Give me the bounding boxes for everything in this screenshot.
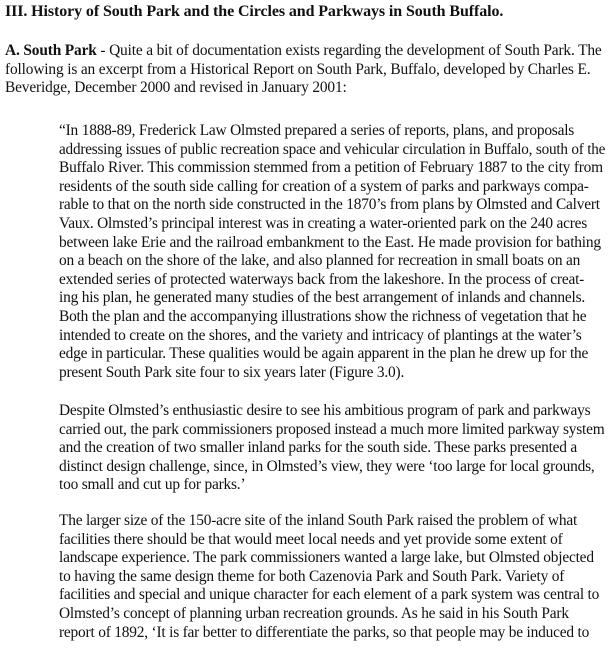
intro-line: following is an excerpt from a Historical Report on South Park, Buffalo, developed by Charles E. bbox=[5, 60, 591, 78]
subheading-south-park: A. South Park bbox=[5, 42, 97, 59]
text-line: to having the same design theme for both Cazenovia Park and South Park. Variety of bbox=[59, 567, 565, 585]
text-line: Despite Olmsted’s enthusiastic desire to see his ambitious program of park and parkways bbox=[59, 402, 591, 419]
intro-line: Beveridge, December 2000 and revised in January 2001: bbox=[5, 79, 347, 97]
text-line: rable to that on the north side constructed in the 1870’s from plans by Olmsted and Calvert bbox=[59, 196, 600, 214]
text-line: distinct design challenge, since, in Olmsted’s view, they were ‘too large for local grounds, bbox=[59, 457, 595, 475]
text-line: edge in particular. These qualities would be again apparent in the plan he drew up for the bbox=[59, 345, 589, 363]
text-line: present South Park site four to six years later (Figure 3.0). bbox=[59, 363, 405, 381]
text-line: and the creation of two smaller inland parks for the south side. These parks presented a bbox=[59, 439, 578, 457]
text-line: landscape experience. The park commissioners wanted a large lake, but Olmsted objected bbox=[59, 549, 594, 567]
quote-paragraph-3 bbox=[59, 512, 605, 642]
text-line: extended series of protected waterways back from the lakeshore. In the process of creat- bbox=[59, 270, 585, 288]
text-line: Buffalo River. This commission stemmed from a petition of February 1887 to the city from bbox=[59, 159, 603, 177]
text-line: too small and cut up for parks.’ bbox=[59, 476, 246, 494]
text-line: carried out, the park commissioners proposed instead a much more limited parkway system bbox=[59, 420, 605, 438]
text-line: report of 1892, ‘It is far better to differentiate the parks, so that people may be induced to bbox=[59, 623, 590, 641]
intro-paragraph bbox=[5, 42, 603, 98]
text-line: intended to create on the shores, and the variety and intricacy of plantings at the water’s bbox=[59, 326, 582, 344]
text-line: The larger size of the 150-acre site of the inland South Park raised the problem of what bbox=[59, 512, 578, 529]
text-line: Olmsted’s concept of planning urban recreation grounds. As he said in his South Park bbox=[59, 604, 569, 622]
text-line: facilities there should be that would meet local needs and yet provide some extent of bbox=[59, 530, 563, 548]
text-line: Both the plan and the accompanying illustrations show the richness of vegetation that he bbox=[59, 307, 587, 325]
quote-paragraph-1 bbox=[59, 122, 605, 382]
text-line: Vaux. Olmsted’s principal interest was in creating a water-oriented park on the 240 acres bbox=[59, 214, 588, 232]
text-line: addressing issues of public recreation space and vehicular circulation in Buffalo, south of the bbox=[59, 140, 606, 158]
text-line: residents of the south side calling for creation of a system of parks and parkways compa- bbox=[59, 177, 589, 195]
intro-line: - Quite a bit of documentation exists regarding the development of South Park. The bbox=[96, 42, 602, 59]
text-line: on a beach on the shore of the lake, and also planned for recreation in small boats on an bbox=[59, 252, 581, 270]
section-heading: III. History of South Park and the Circles and Parkways in South Buffalo. bbox=[5, 3, 504, 20]
text-line: between lake Erie and the railroad embankment to the East. He made provision for bathing bbox=[59, 233, 601, 251]
text-line: ing his plan, he generated many studies of the best arrangement of inlands and channels. bbox=[59, 289, 586, 307]
text-line: “In 1888-89, Frederick Law Olmsted prepared a series of reports, plans, and proposals bbox=[59, 122, 575, 139]
quote-paragraph-2 bbox=[59, 402, 605, 495]
text-line: facilities and special and unique character for each element of a park system was central to bbox=[59, 586, 600, 604]
